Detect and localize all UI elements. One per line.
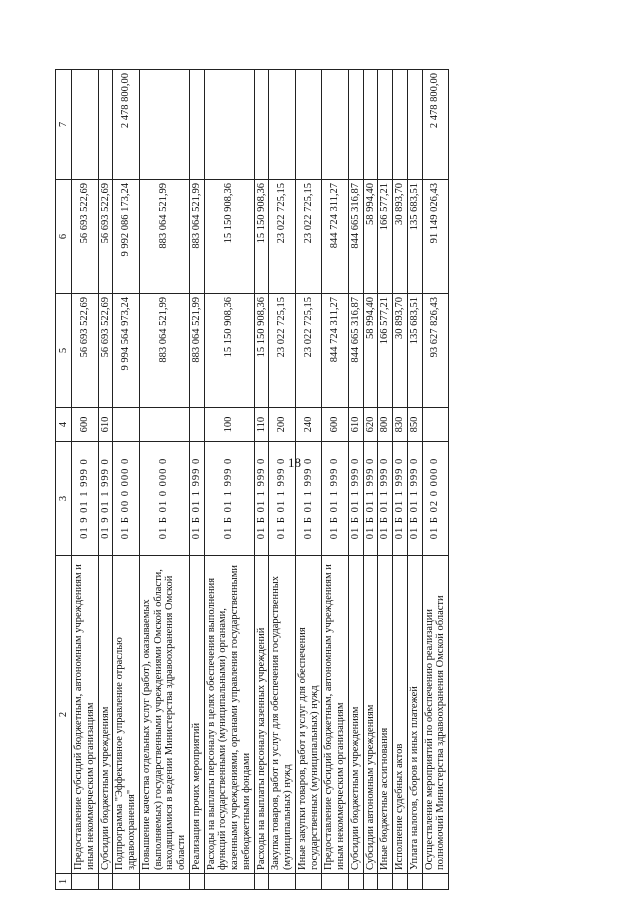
amount-col7-cell [322, 70, 349, 180]
amount-total-cell: 166 577,21 [378, 294, 393, 408]
expense-type-cell: 610 [348, 408, 363, 442]
amount-total-cell: 844 665 316,87 [348, 294, 363, 408]
amount-col6-cell: 15 150 908,36 [254, 180, 269, 294]
expense-type-cell: 830 [393, 408, 408, 442]
budget-code-cell: 01 9 01 1 999 0 [98, 442, 113, 556]
budget-code-cell: 01 Б 01 1 999 0 [322, 442, 349, 556]
expense-type-cell: 800 [378, 408, 393, 442]
amount-col6-cell: 91 149 026,43 [422, 180, 449, 294]
expense-type-cell: 100 [204, 408, 254, 442]
budget-code-cell: 01 Б 01 1 999 0 [269, 442, 296, 556]
amount-total-cell: 883 064 521,99 [189, 294, 204, 408]
budget-table [55, 69, 449, 890]
table-row [422, 70, 449, 890]
row-number-cell [295, 874, 322, 890]
table-row [98, 70, 113, 890]
column-header: 1 [56, 874, 72, 890]
expense-type-cell: 610 [98, 408, 113, 442]
row-number-cell [407, 874, 422, 890]
amount-col7-cell [348, 70, 363, 180]
row-number-cell [393, 874, 408, 890]
expense-type-cell [113, 408, 140, 442]
amount-total-cell: 56 693 522,69 [72, 294, 99, 408]
amount-col7-cell: 2 478 800,00 [113, 70, 140, 180]
amount-total-cell: 15 150 908,36 [204, 294, 254, 408]
table-row [348, 70, 363, 890]
expense-type-cell: 110 [254, 408, 269, 442]
budget-code-cell: 01 Б 01 1 999 0 [254, 442, 269, 556]
row-number-cell [139, 874, 189, 890]
row-number-cell [254, 874, 269, 890]
amount-col7-cell [204, 70, 254, 180]
page-number: 18 [288, 455, 301, 470]
amount-col6-cell: 883 064 521,99 [139, 180, 189, 294]
column-header: 7 [56, 70, 72, 180]
table-row [322, 70, 349, 890]
amount-col7-cell [363, 70, 378, 180]
amount-col7-cell [72, 70, 99, 180]
row-number-cell [378, 874, 393, 890]
amount-col6-cell: 56 693 522,69 [98, 180, 113, 294]
row-name-cell: Уплата налогов, сборов и иных платежей [407, 556, 422, 874]
budget-code-cell: 01 Б 01 1 999 0 [204, 442, 254, 556]
table-row [139, 70, 189, 890]
expense-type-cell: 620 [363, 408, 378, 442]
expense-type-cell: 200 [269, 408, 296, 442]
amount-total-cell: 30 893,70 [393, 294, 408, 408]
budget-code-cell: 01 Б 01 1 999 0 [295, 442, 322, 556]
budget-code-cell: 01 Б 01 1 999 0 [378, 442, 393, 556]
amount-total-cell: 23 022 725,15 [295, 294, 322, 408]
expense-type-cell [189, 408, 204, 442]
amount-col6-cell: 23 022 725,15 [295, 180, 322, 294]
budget-code-cell: 01 Б 02 0 000 0 [422, 442, 449, 556]
table-row [378, 70, 393, 890]
row-name-cell: Субсидии автономным учреждениям [363, 556, 378, 874]
table-row [269, 70, 296, 890]
amount-col6-cell: 883 064 521,99 [189, 180, 204, 294]
amount-total-cell: 58 994,40 [363, 294, 378, 408]
amount-col6-cell: 23 022 725,15 [269, 180, 296, 294]
budget-code-cell: 01 Б 01 1 999 0 [363, 442, 378, 556]
row-name-cell: Подпрограмма "Эффективное управление отраслью здравоохранения" [113, 556, 140, 874]
row-name-cell: Субсидии бюджетным учреждениям [348, 556, 363, 874]
amount-col7-cell [254, 70, 269, 180]
column-header: 5 [56, 294, 72, 408]
row-number-cell [363, 874, 378, 890]
row-name-cell: Реализация прочих мероприятий [189, 556, 204, 874]
amount-col6-cell: 58 994,40 [363, 180, 378, 294]
amount-total-cell: 9 994 564 973,24 [113, 294, 140, 408]
budget-code-cell: 01 Б 01 1 999 0 [189, 442, 204, 556]
amount-total-cell: 135 683,51 [407, 294, 422, 408]
row-name-cell: Предоставление субсидий бюджетным, автономным учреждениям и иным некоммерческим организациям [72, 556, 99, 874]
amount-col6-cell: 30 893,70 [393, 180, 408, 294]
amount-total-cell: 56 693 522,69 [98, 294, 113, 408]
amount-col6-cell: 166 577,21 [378, 180, 393, 294]
column-header: 6 [56, 180, 72, 294]
row-number-cell [322, 874, 349, 890]
amount-total-cell: 883 064 521,99 [139, 294, 189, 408]
amount-col7-cell [295, 70, 322, 180]
column-header: 3 [56, 442, 72, 556]
budget-code-cell: 01 9 01 1 999 0 [72, 442, 99, 556]
amount-col7-cell: 2 478 800,00 [422, 70, 449, 180]
amount-col6-cell: 15 150 908,36 [204, 180, 254, 294]
row-number-cell [98, 874, 113, 890]
amount-col6-cell: 9 992 086 173,24 [113, 180, 140, 294]
expense-type-cell: 850 [407, 408, 422, 442]
column-header: 4 [56, 408, 72, 442]
row-name-cell: Осуществление мероприятий по обеспечению реализации полномочий Министерства здравоохранения Омской области [422, 556, 449, 874]
row-name-cell: Иные бюджетные ассигнования [378, 556, 393, 874]
expense-type-cell [422, 408, 449, 442]
amount-col7-cell [98, 70, 113, 180]
amount-col7-cell [407, 70, 422, 180]
row-name-cell: Расходы на выплаты персоналу казенных учреждений [254, 556, 269, 874]
table-row [113, 70, 140, 890]
row-name-cell: Исполнение судебных актов [393, 556, 408, 874]
budget-code-cell: 01 Б 01 1 999 0 [348, 442, 363, 556]
amount-col7-cell [269, 70, 296, 180]
row-number-cell [189, 874, 204, 890]
amount-col6-cell: 135 683,51 [407, 180, 422, 294]
budget-code-cell: 01 Б 01 0 000 0 [139, 442, 189, 556]
amount-col6-cell: 844 724 311,27 [322, 180, 349, 294]
table-row [254, 70, 269, 890]
amount-col7-cell [393, 70, 408, 180]
amount-col7-cell [189, 70, 204, 180]
table-row [393, 70, 408, 890]
table-row [363, 70, 378, 890]
row-name-cell: Расходы на выплаты персоналу в целях обеспечения выполнения функций государственными (муниципальными) органами, казенными учреждениями, органами управления государственными внебюджетными фондами [204, 556, 254, 874]
expense-type-cell: 600 [72, 408, 99, 442]
amount-col6-cell: 844 665 316,87 [348, 180, 363, 294]
amount-col6-cell: 56 693 522,69 [72, 180, 99, 294]
row-name-cell: Иные закупки товаров, работ и услуг для обеспечения государственных (муниципальных) нужд [295, 556, 322, 874]
amount-total-cell: 15 150 908,36 [254, 294, 269, 408]
expense-type-cell [139, 408, 189, 442]
table-row [295, 70, 322, 890]
budget-code-cell: 01 Б 01 1 999 0 [407, 442, 422, 556]
expense-type-cell: 600 [322, 408, 349, 442]
row-name-cell: Предоставление субсидий бюджетным, автономным учреждениям и иным некоммерческим организациям [322, 556, 349, 874]
row-name-cell: Повышение качества отдельных услуг (работ), оказываемых (выполняемых) государственными учреждениями Омской области, находящимися в ведении Министерства здравоохранения Омской области [139, 556, 189, 874]
expense-type-cell: 240 [295, 408, 322, 442]
table-header-row [56, 70, 72, 890]
amount-col7-cell [139, 70, 189, 180]
budget-code-cell: 01 Б 01 1 999 0 [393, 442, 408, 556]
row-number-cell [204, 874, 254, 890]
row-number-cell [269, 874, 296, 890]
row-name-cell: Субсидии бюджетным учреждениям [98, 556, 113, 874]
table-row [72, 70, 99, 890]
amount-total-cell: 93 627 826,43 [422, 294, 449, 408]
row-number-cell [348, 874, 363, 890]
budget-table-container [55, 70, 555, 890]
amount-total-cell: 844 724 311,27 [322, 294, 349, 408]
row-number-cell [113, 874, 140, 890]
row-number-cell [72, 874, 99, 890]
column-header: 2 [56, 556, 72, 874]
table-row [407, 70, 422, 890]
table-row [204, 70, 254, 890]
amount-col7-cell [378, 70, 393, 180]
budget-code-cell: 01 Б 00 0 000 0 [113, 442, 140, 556]
amount-total-cell: 23 022 725,15 [269, 294, 296, 408]
row-number-cell [422, 874, 449, 890]
row-name-cell: Закупка товаров, работ и услуг для обеспечения государственных (муниципальных) нужд [269, 556, 296, 874]
table-row [189, 70, 204, 890]
